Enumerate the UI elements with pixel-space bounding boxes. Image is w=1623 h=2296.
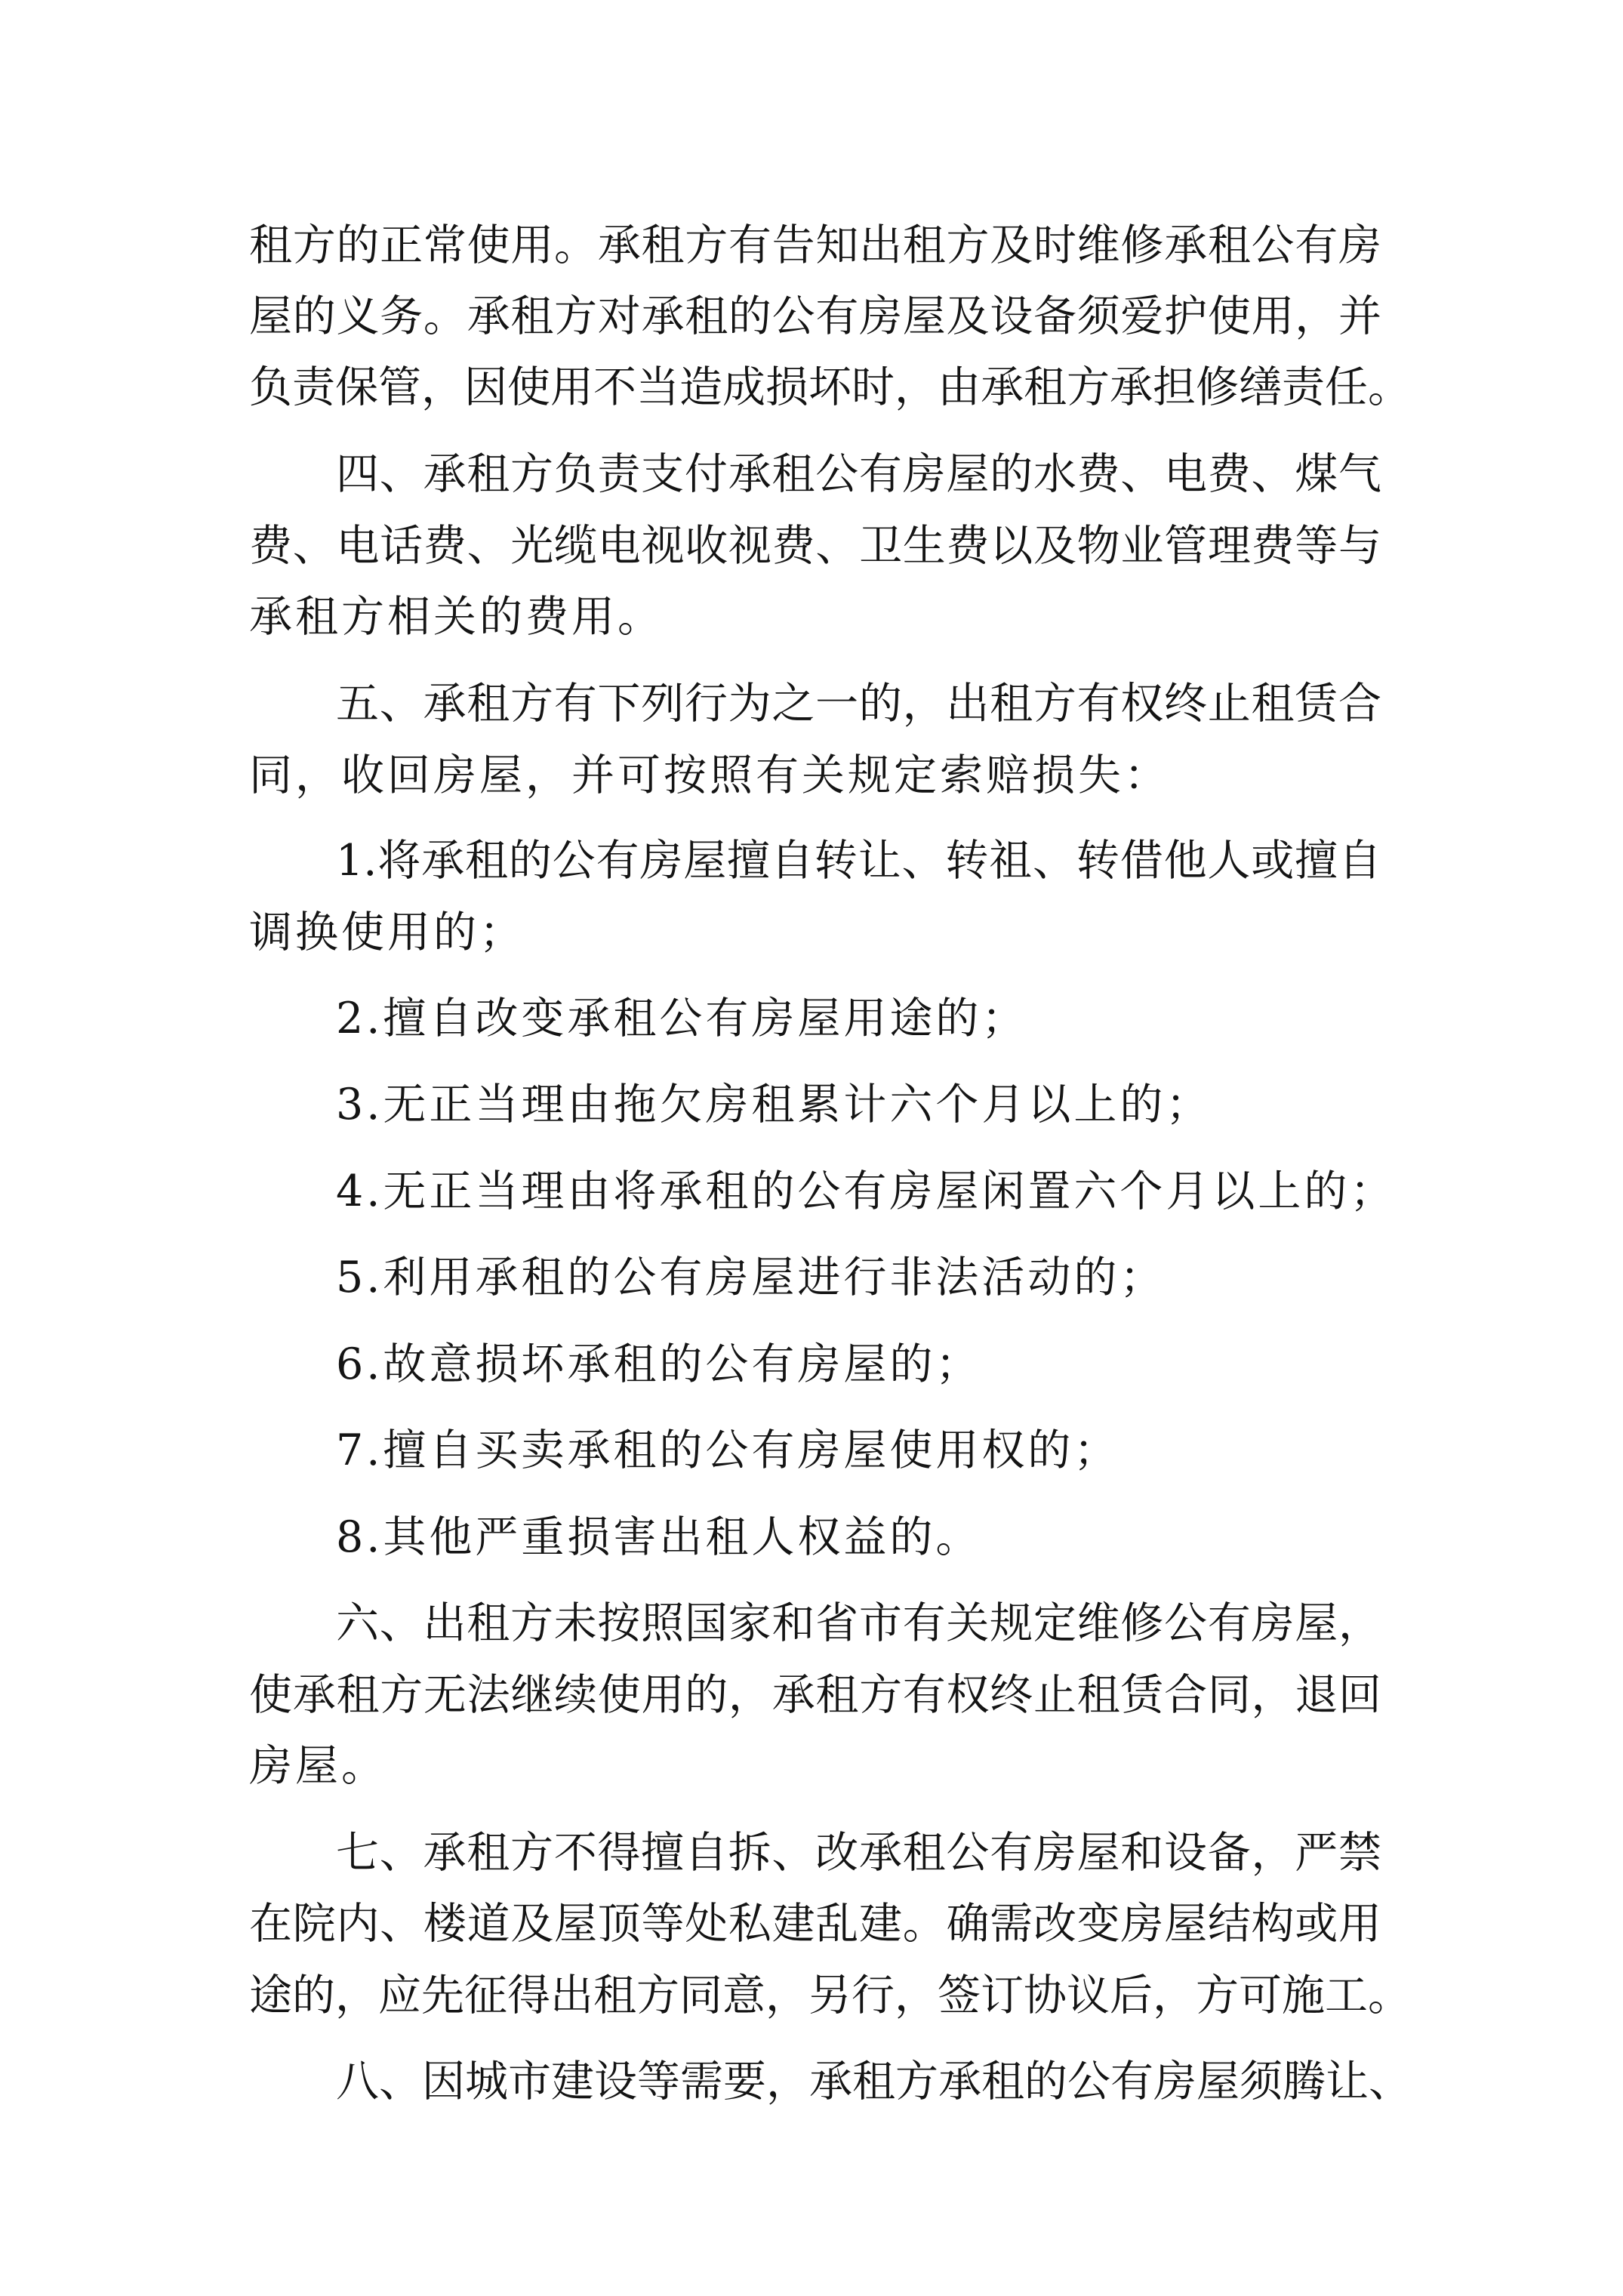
- list-item-line: 5.利用承租的公有房屋进行非法活动的；: [336, 1253, 1166, 1302]
- list-item-line: 调换使用的；: [249, 908, 525, 957]
- list-item-line: 8.其他严重损害出租人权益的。: [336, 1512, 982, 1562]
- body-text-line: 负责保管，因使用不当造成损坏时，由承租方承担修缮责任。: [249, 362, 1411, 412]
- list-item-line: 3.无正当理由拖欠房租累计六个月以上的；: [336, 1080, 1212, 1130]
- list-item-line: 7.擅自买卖承租的公有房屋使用权的；: [336, 1425, 1120, 1475]
- list-item-line: 6.故意损坏承租的公有房屋的；: [336, 1339, 982, 1389]
- body-text-line: 承租方相关的费用。: [249, 592, 664, 642]
- list-item-line: 4.无正当理由将承租的公有房屋闲置六个月以上的；: [336, 1166, 1397, 1216]
- body-text-line: 七、承租方不得擅自拆、改承租公有房屋和设备，严禁: [336, 1828, 1381, 1878]
- body-text-line: 使承租方无法继续使用的，承租方有权终止租赁合同，退回: [249, 1670, 1381, 1720]
- body-text-line: 在院内、楼道及屋顶等处私建乱建。确需改变房屋结构或用: [249, 1899, 1381, 1949]
- list-item-line: 2.擅自改变承租公有房屋用途的；: [336, 994, 1028, 1043]
- body-text-line: 费、电话费、光缆电视收视费、卫生费以及物业管理费等与: [249, 521, 1381, 571]
- body-text-line: 六、出租方未按照国家和省市有关规定维修公有房屋，: [336, 1598, 1381, 1648]
- body-text-line: 房屋。: [249, 1741, 387, 1791]
- body-text-line: 八、因城市建设等需要，承租方承租的公有房屋须腾让、: [336, 2057, 1412, 2106]
- body-text-line: 租方的正常使用。承租方有告知出租方及时维修承租公有房: [249, 220, 1381, 270]
- list-item-line: 1.将承租的公有房屋擅自转让、转祖、转借他人或擅自: [336, 836, 1381, 886]
- body-text-line: 五、承租方有下列行为之一的，出租方有权终止租赁合: [336, 679, 1381, 729]
- body-text-line: 四、承租方负责支付承租公有房屋的水费、电费、煤气: [336, 449, 1381, 499]
- body-text-line: 同，收回房屋，并可按照有关规定索赔损失：: [249, 750, 1170, 800]
- body-text-line: 屋的义务。承租方对承租的公有房屋及设备须爱护使用，并: [249, 291, 1381, 341]
- body-text-line: 途的，应先征得出租方同意，另行，签订协议后，方可施工。: [249, 1971, 1411, 2020]
